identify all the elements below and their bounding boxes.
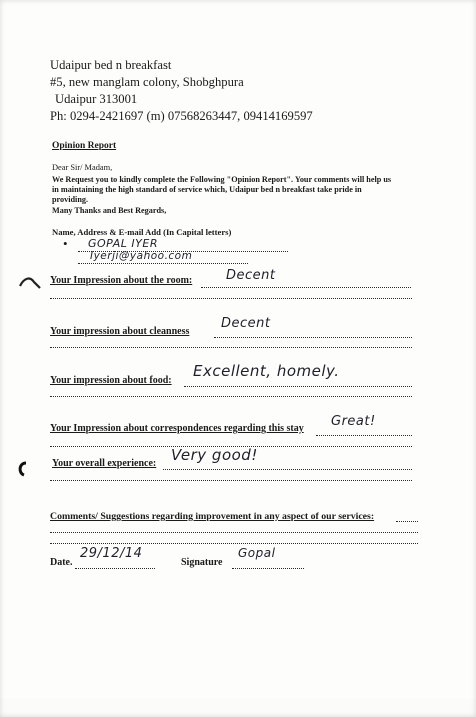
handwritten-signature: Gopal xyxy=(238,546,276,560)
name-address-label: Name, Address & E-mail Add (In Capital letters) xyxy=(52,227,232,237)
overall-extra-line xyxy=(50,480,412,481)
question-overall: Your overall experience: xyxy=(52,458,157,469)
intro-line-3: providing. xyxy=(52,195,89,204)
cleanness-extra-line xyxy=(50,347,412,348)
email-dotted-line xyxy=(78,263,248,264)
food-answer-line xyxy=(184,386,412,387)
address-line-2: Udaipur 313001 xyxy=(55,92,138,106)
handwritten-correspondence-answer: Great! xyxy=(331,414,376,429)
comments-line-1 xyxy=(50,532,418,533)
handwritten-date: 29/12/14 xyxy=(80,546,143,561)
date-label: Date. xyxy=(50,557,73,568)
handwritten-food-answer: Excellent, homely. xyxy=(193,362,340,380)
scan-mark-icon xyxy=(18,274,44,292)
food-extra-line xyxy=(50,396,412,397)
question-correspondence: Your Impression about correspondences regarding this stay xyxy=(50,423,304,434)
comments-line-2 xyxy=(50,543,418,544)
handwritten-room-answer: Decent xyxy=(226,268,276,283)
room-extra-line xyxy=(50,298,412,299)
salutation: Dear Sir/ Madam, xyxy=(52,163,113,172)
question-cleanness: Your impression about cleanness xyxy=(50,326,190,337)
handwritten-cleanness-answer: Decent xyxy=(221,316,271,331)
punch-hole-icon xyxy=(16,461,30,477)
question-comments: Comments/ Suggestions regarding improvement in any aspect of our services: xyxy=(50,511,375,522)
handwritten-overall-answer: Very good! xyxy=(171,446,258,464)
bullet: • xyxy=(63,236,68,251)
intro-line-2: in maintaining the high standard of service which, Udaipur bed n breakfast take pride in xyxy=(52,185,362,194)
handwritten-name: GOPAL IYER xyxy=(88,237,158,250)
overall-answer-line xyxy=(163,469,412,470)
question-room: Your Impression about the room: xyxy=(50,275,193,286)
business-name: Udaipur bed n breakfast xyxy=(50,58,172,72)
comments-answer-line xyxy=(396,521,418,522)
signature-line xyxy=(232,568,304,569)
phone-line: Ph: 0294-2421697 (m) 07568263447, 09414169597 xyxy=(50,109,313,123)
page-bottom-margin xyxy=(0,699,476,717)
question-food: Your impression about food: xyxy=(50,375,172,386)
intro-line-1: We Request you to kindly complete the Following "Opinion Report". Your comments will help us xyxy=(52,175,392,184)
thanks-line: Many Thanks and Best Regards, xyxy=(52,206,167,215)
correspondence-answer-line xyxy=(316,435,412,436)
room-answer-line xyxy=(201,287,411,288)
date-line xyxy=(75,568,155,569)
signature-label: Signature xyxy=(181,557,223,568)
handwritten-email: Iyerji@yahoo.com xyxy=(90,250,193,262)
address-line-1: #5, new manglam colony, Shobghpura xyxy=(50,75,244,89)
cleanness-answer-line xyxy=(214,337,412,338)
form-title: Opinion Report xyxy=(52,141,117,151)
